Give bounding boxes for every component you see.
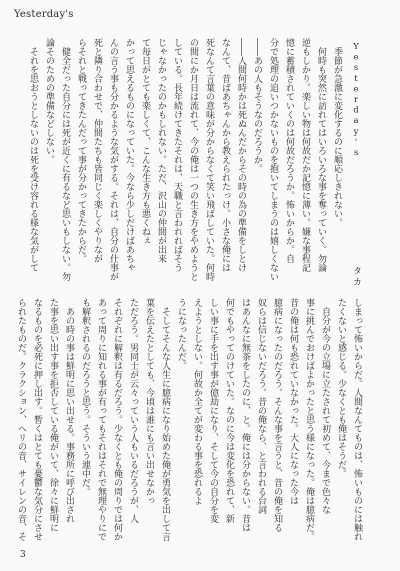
text-column: 分で処理の追いつかないものを抱いてしまうのは嬉しくない bbox=[268, 38, 278, 281]
text-column: それを思おうとしないのは死を受け容れる様な気がして bbox=[28, 47, 38, 272]
text-column: 季節が急激に変化するのに順応しきれない。 bbox=[332, 47, 342, 227]
text-column: 事に挑んでおけばよかったと思う様になった。俺は臆病だ。 bbox=[304, 298, 314, 541]
text-column: ただろう。男同士が云々っていう人もいるだろうが、人 bbox=[128, 298, 138, 523]
text-column: 何時も突然に訪れてはいろいろな事を奪っていく。勿論 bbox=[316, 47, 326, 272]
text-column: そしてそんな人生に臆病になり始めた俺が勇気を出して言 bbox=[160, 307, 170, 541]
text-column: 憶に蓄積されていくのは何故だろうか。怖いからか。自 bbox=[284, 38, 294, 263]
text-column: 健全だった自分には死が近くに有るなど思いもしない。勿 bbox=[60, 47, 70, 281]
text-column: かって思えるものになっていた。今なら少しだけばあちゃ bbox=[124, 38, 134, 272]
text-column: あって周りに知れる事が有ってもそれはそれで無理やりにで bbox=[96, 298, 106, 541]
text-column: 逆もしかり。楽しい物は何故だか記憶に薄い。嫌な事程記 bbox=[300, 38, 310, 272]
text-column: らそれと戦ってきたんだって事が分かってきたからだ。 bbox=[76, 38, 86, 263]
text-column: しまって怖いからだ。人間なんてものは、怖いものには触れ bbox=[352, 298, 362, 541]
text-column: なんて、昔ばあちゃんから教えられたっけ。小さな俺には bbox=[220, 38, 230, 272]
story-title: Yesterday's bbox=[351, 42, 361, 159]
text-column: られたものだ。クラクション、ヘリの音、サイレンの音、そ bbox=[16, 298, 26, 541]
text-column: 論そのための準備などしない。 bbox=[44, 38, 54, 164]
text-column: て毎日がとても楽しくて、こんな生き方も悪くねぇ bbox=[140, 38, 150, 245]
text-column: 自分が今の立場に立たされて初めて、今まで色々な bbox=[320, 307, 330, 514]
text-column: うになったんだ。 bbox=[176, 298, 186, 370]
text-column: 臆病になったのだろう。そんな事を言うと、昔の俺を知る bbox=[272, 298, 282, 532]
text-column: 昔の俺は何も恐れていなかった。大人になった今は bbox=[288, 298, 298, 505]
text-column: えようとしない。何故か全てが変わる事を恐れるよ bbox=[192, 298, 202, 505]
page-number: 3 bbox=[20, 550, 26, 560]
text-column: しい事に手を出す事が億劫になり、そして今の自分を変 bbox=[208, 298, 218, 523]
text-column: あの時の事は鮮明に思い出せる。事務所に呼び出され bbox=[64, 307, 74, 523]
text-column: たくないと感じる。少なくとも俺はそうだ。 bbox=[336, 298, 346, 478]
text-column: それぞれに解釈は有るだろう。少なくとも俺の周りでは何か bbox=[112, 298, 122, 541]
author-name: タカ bbox=[351, 266, 361, 288]
text-column: はあんなに無茶をしたのに、と。俺には分からない。昔は bbox=[240, 298, 250, 532]
lower-text-block bbox=[13, 298, 365, 546]
text-column: 何でもやってのけていた。なのに今は変化を恐れて、新 bbox=[224, 298, 234, 523]
upper-text-block bbox=[25, 38, 345, 286]
text-column: んの言う事も分かるような気がする。それは、自分の仕事が bbox=[108, 38, 118, 281]
text-column: 奴らは信じないだろう。昔の俺なら、と言われる台詞 bbox=[256, 298, 266, 514]
text-column: ――人間何時かは死ぬんだからその時の為の準備をしとけ bbox=[236, 38, 246, 272]
text-column: の間にか月日は流れて、今の俺は一つの生き方をやめようと bbox=[188, 38, 198, 281]
text-column: も解釈されるのだろうと思う。そういう連中だ。 bbox=[80, 298, 90, 496]
text-column: 死と隣り合わせで、仲間たちも皆同じく楽しくやりなが bbox=[92, 38, 102, 263]
text-column: なるものを必死に押し出す。暫くはとても憂鬱な気分にさせ bbox=[32, 298, 42, 541]
text-column: ――あの人もそうなのだろうか。 bbox=[252, 38, 262, 173]
text-column: た事を思い出す事を拒否している俺がいて、徐々に鮮明に bbox=[48, 298, 58, 532]
text-column: している。長年続けてきたそれは、天職と言われればそう bbox=[172, 38, 182, 272]
text-column: 葉を伝えたとしても、今頃は誰にも言い出せなかっ bbox=[144, 298, 154, 505]
running-title: Yesterday's bbox=[14, 9, 74, 20]
text-column: じゃなかったのかもしれない。ただ、沢山の仲間が出来 bbox=[156, 38, 166, 263]
text-column: 死なんて言葉の意味が分からなくて笑い飛ばしていた。何時 bbox=[204, 38, 214, 281]
